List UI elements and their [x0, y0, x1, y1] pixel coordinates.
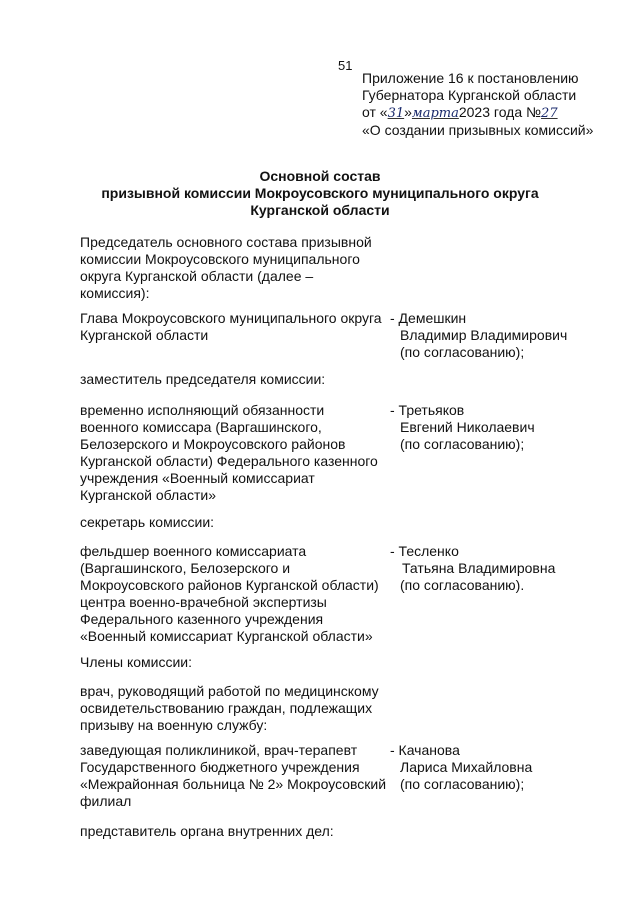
chairman-person: - Демешкин Владимир Владимирович (по согласованию);	[390, 310, 568, 360]
page-number: 51	[338, 58, 353, 73]
date-prefix: от «	[362, 104, 388, 120]
members-label: Члены комиссии:	[80, 654, 193, 670]
doctor-person: - Качанова Лариса Михайловна (по согласованию);	[390, 742, 533, 792]
title-line-2: призывной комиссии Мокроусовского муниципального округа	[101, 185, 539, 201]
appendix-line-3	[362, 104, 593, 122]
document-title	[0, 168, 640, 219]
chairman-label: Председатель основного состава призывной комиссии Мокроусовского муниципального округа Курганской области (далее – комиссия):	[80, 234, 372, 301]
deputy-label: заместитель председателя комиссии:	[80, 371, 326, 387]
chairman-entry	[80, 310, 590, 361]
secretary-label: секретарь комиссии:	[80, 514, 215, 530]
appendix-line-2: Губернатора Курганской области	[362, 87, 577, 103]
doctor-entry	[80, 742, 590, 810]
title-line-3: Курганской области	[250, 202, 390, 218]
deputy-position: временно исполняющий обязанности военного комиссара (Варгашинского, Белозерского и Мокроусовского районов Курганской области) Федерального казенного учреждения «Военный комиссариат Курганской области»	[80, 402, 378, 503]
title-line-1: Основной состав	[259, 168, 381, 184]
deputy-person: - Третьяков Евгений Николаевич (по согласованию);	[390, 402, 535, 452]
appendix-line-1: Приложение 16 к постановлению	[362, 70, 579, 86]
handwritten-day: 31	[387, 106, 405, 121]
doctor-position: заведующая поликлиникой, врач-терапевт Государственного бюджетного учреждения «Межрайонная больница № 2» Мокроусовский филиал	[80, 742, 387, 809]
deputy-entry	[80, 402, 590, 504]
chairman-position: Глава Мокроусовского муниципального округа Курганской области	[80, 310, 382, 343]
appendix-header	[362, 70, 593, 139]
handwritten-month: марта	[411, 106, 459, 121]
appendix-line-4: «О создании призывных комиссий»	[362, 122, 594, 138]
handwritten-number: 27	[541, 106, 558, 121]
police-label: представитель органа внутренних дел:	[80, 823, 334, 839]
doctor-label: врач, руководящий работой по медицинскому освидетельствованию граждан, подлежащих призыву на военную службу:	[80, 683, 379, 733]
secretary-person: - Тесленко Татьяна Владимировна (по согласованию).	[390, 543, 556, 593]
secretary-position: фельдшер военного комиссариата (Варгашинского, Белозерского и Мокроусовского районов Курганской области) центра военно-врачебной экспертизы Федерального казенного учреждения «Военный комиссариат Курганской области»	[80, 543, 379, 644]
date-suffix: 2023 года №	[458, 104, 542, 120]
date-quote: »	[404, 104, 412, 120]
secretary-entry	[80, 543, 590, 645]
